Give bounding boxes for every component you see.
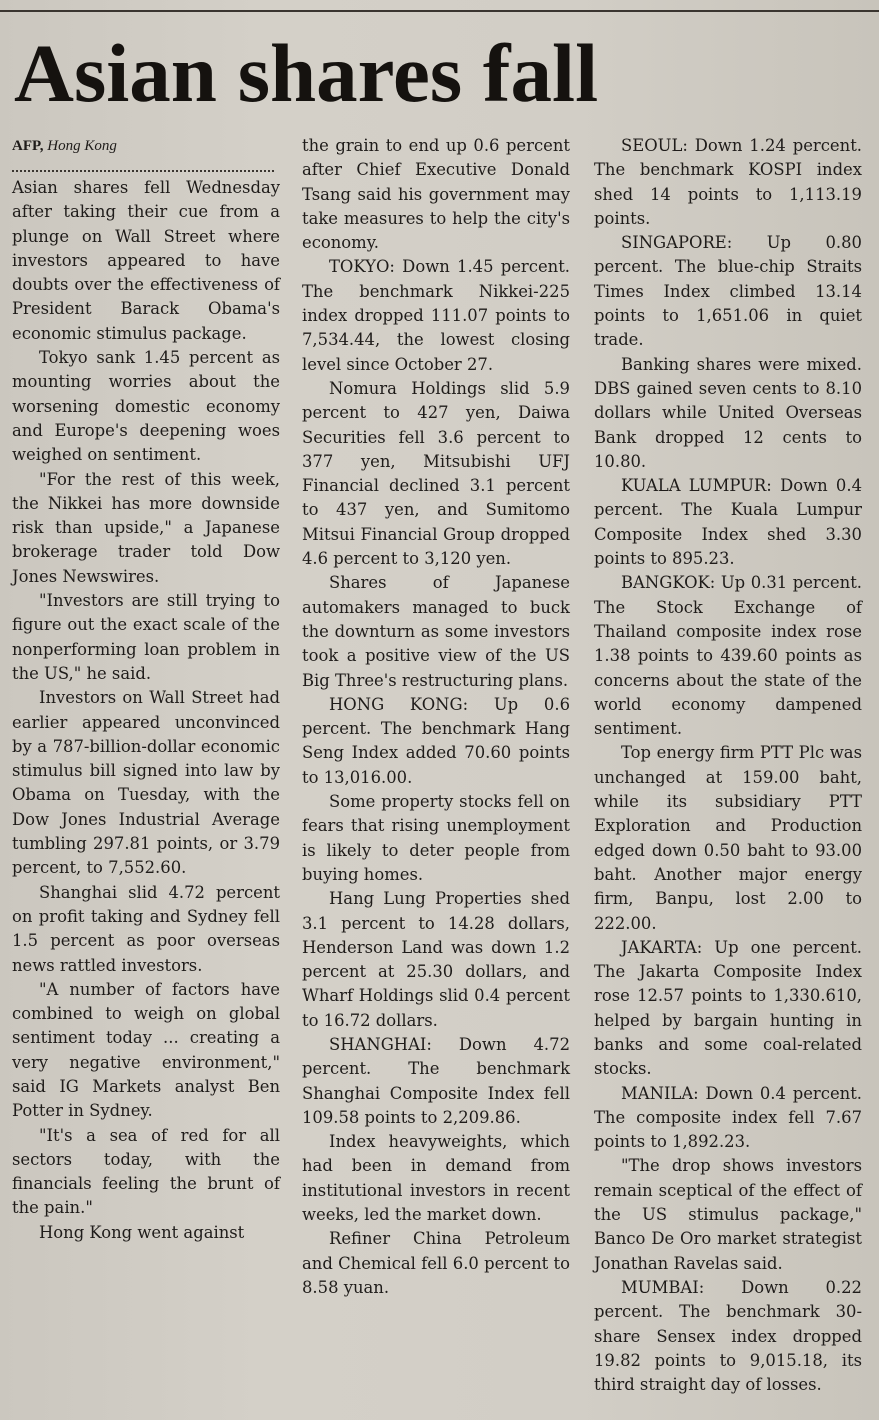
- paragraph: Index heavyweights, which had been in demand from institutional investors in recent weeks, led the market down.: [302, 1132, 570, 1225]
- article-column-2: [302, 134, 570, 1300]
- paragraph: JAKARTA: Up one percent. The Jakarta Composite Index rose 12.57 points to 1,330.610, helped by bargain hunting in banks and some coal-related stocks.: [594, 937, 862, 1079]
- article-column-1: [12, 134, 280, 1245]
- paragraph: "A number of factors have combined to weigh on global sentiment today ... creating a very negative environment," said IG Markets analyst Ben Potter in Sydney.: [12, 979, 280, 1121]
- paragraph: "Investors are still trying to figure out the exact scale of the nonperforming loan problem in the US," he said.: [12, 591, 280, 683]
- paragraph: SEOUL: Down 1.24 percent. The benchmark KOSPI index shed 14 points to 1,113.19 points.: [594, 136, 862, 228]
- paragraph: "It's a sea of red for all sectors today, with the financials feeling the brunt of the pain.": [12, 1125, 280, 1218]
- paragraph: SHANGHAI: Down 4.72 percent. The benchmark Shanghai Composite Index fell 109.58 points to 2,209.86.: [302, 1034, 570, 1127]
- paragraph: MANILA: Down 0.4 percent. The composite index fell 7.67 points to 1,892.23.: [594, 1083, 862, 1152]
- byline-source: AFP,: [12, 138, 44, 154]
- byline: [12, 134, 280, 158]
- paragraph: Hong Kong went against: [39, 1222, 245, 1242]
- article-column-3: [594, 134, 862, 1397]
- paragraph: Some property stocks fell on fears that rising unemployment is likely to deter people from buying homes.: [302, 792, 570, 884]
- paragraph: Shares of Japanese automakers managed to buck the downturn as some investors took a positive view of the US Big Three's restructuring plans.: [302, 573, 570, 690]
- paragraph: "For the rest of this week, the Nikkei has more downside risk than upside," a Japanese brokerage trader told Dow Jones Newswires.: [12, 469, 280, 586]
- paragraph: BANGKOK: Up 0.31 percent. The Stock Exchange of Thailand composite index rose 1.38 points to 439.60 points as concerns about the state of the world economy dampened sentiment.: [594, 573, 862, 739]
- paragraph: Refiner China Petroleum and Chemical fell 6.0 percent to 8.58 yuan.: [302, 1229, 570, 1297]
- paragraph: Nomura Holdings slid 5.9 percent to 427 yen, Daiwa Securities fell 3.6 percent to 377 yen, Mitsubishi UFJ Financial declined 3.1 percent to 437 yen, and Sumitomo Mitsui Financial Group dropped 4.6 percent to 3,120 yen.: [302, 378, 570, 569]
- paragraph: KUALA LUMPUR: Down 0.4 percent. The Kuala Lumpur Composite Index shed 3.30 points to 895.23.: [594, 476, 862, 569]
- paragraph: Shanghai slid 4.72 percent on profit taking and Sydney fell 1.5 percent as poor overseas news rattled investors.: [12, 882, 280, 975]
- paragraph: Investors on Wall Street had earlier appeared unconvinced by a 787-billion-dollar economic stimulus bill signed into law by Obama on Tuesday, with the Dow Jones Industrial Average tumbling 297.81 points, or 3.79 percent, to 7,552.60.: [12, 688, 280, 878]
- paragraph: SINGAPORE: Up 0.80 percent. The blue-chip Straits Times Index climbed 13.14 points to 1,651.06 in quiet trade.: [594, 233, 862, 350]
- byline-location: Hong Kong: [47, 138, 117, 154]
- paragraph: "The drop shows investors remain sceptical of the effect of the US stimulus package," Banco De Oro market strategist Jonathan Ravelas said.: [594, 1156, 862, 1273]
- paragraph: MUMBAI: Down 0.22 percent. The benchmark 30-share Sensex index dropped 19.82 points to 9,015.18, its third straight day of losses.: [594, 1277, 862, 1395]
- top-rule: [0, 0, 879, 12]
- paragraph: Tokyo sank 1.45 percent as mounting worries about the worsening domestic economy and Europe's deepening woes weighed on sentiment.: [12, 348, 280, 465]
- byline-divider: [12, 170, 274, 172]
- paragraph: Top energy firm PTT Plc was unchanged at 159.00 baht, while its subsidiary PTT Exploration and Production edged down 0.50 baht to 93.00 baht. Another major energy firm, Banpu, lost 2.00 to 222.00.: [594, 743, 862, 933]
- paragraph: Hang Lung Properties shed 3.1 percent to 14.28 dollars, Henderson Land was down 1.2 percent at 25.30 dollars, and Wharf Holdings slid 0.4 percent to 16.72 dollars.: [302, 889, 570, 1030]
- paragraph: Banking shares were mixed. DBS gained seven cents to 8.10 dollars while United Overseas Bank dropped 12 cents to 10.80.: [594, 354, 862, 471]
- paragraph: Asian shares fell Wednesday after taking their cue from a plunge on Wall Street where investors appeared to have doubts over the effectiveness of President Barack Obama's economic stimulus package.: [12, 178, 280, 343]
- paragraph: the grain to end up 0.6 percent after Chief Executive Donald Tsang said his government may take measures to help the city's economy.: [302, 136, 570, 253]
- headline: Asian shares fall: [14, 27, 599, 119]
- paragraph: HONG KONG: Up 0.6 percent. The benchmark Hang Seng Index added 70.60 points to 13,016.00.: [302, 694, 570, 787]
- paragraph: TOKYO: Down 1.45 percent. The benchmark Nikkei-225 index dropped 111.07 points to 7,534.44, the lowest closing level since October 27.: [302, 257, 570, 374]
